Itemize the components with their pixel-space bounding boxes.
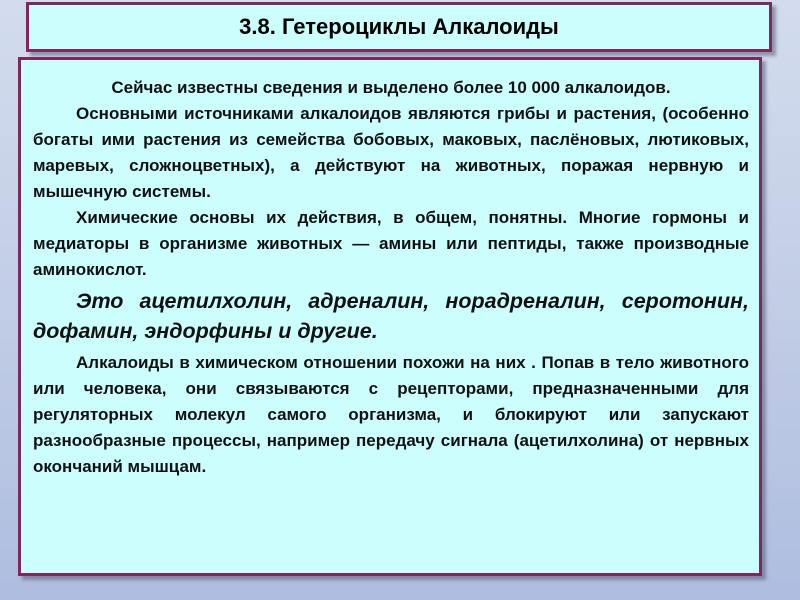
paragraph-sources: Основными источниками алкалоидов являются грибы и растения, (особенно богаты ими растения из семейства бобовых, маковых, паслёновых, лютиковых, маревых, сложноцветных), а действуют на животных, поражая нервную и мышечную системы. — [33, 104, 749, 201]
slide-title: 3.8. Гетероциклы Алкалоиды — [239, 14, 559, 39]
title-box — [26, 2, 772, 52]
paragraph-examples: Это ацетилхолин, адреналин, норадреналин, серотонин, дофамин, эндорфины и другие. — [33, 289, 749, 343]
content-box — [18, 57, 762, 576]
paragraph-mechanism: Алкалоиды в химическом отношении похожи на них . Попав в тело животного или человека, они связываются с рецепторами, предназначенными для регуляторных молекул самого организма, и блокируют или запускают разнообразные процессы, например передачу сигнала (ацетилхолина) от нервных окончаний мышцам. — [33, 353, 749, 476]
paragraph-chemical-basis: Химические основы их действия, в общем, понятны. Многие гормоны и медиаторы в организме животных — амины или пептиды, также производные аминокислот. — [33, 208, 749, 279]
paragraph-alkaloid-count: Сейчас известны сведения и выделено более 10 000 алкалоидов. — [111, 78, 671, 97]
